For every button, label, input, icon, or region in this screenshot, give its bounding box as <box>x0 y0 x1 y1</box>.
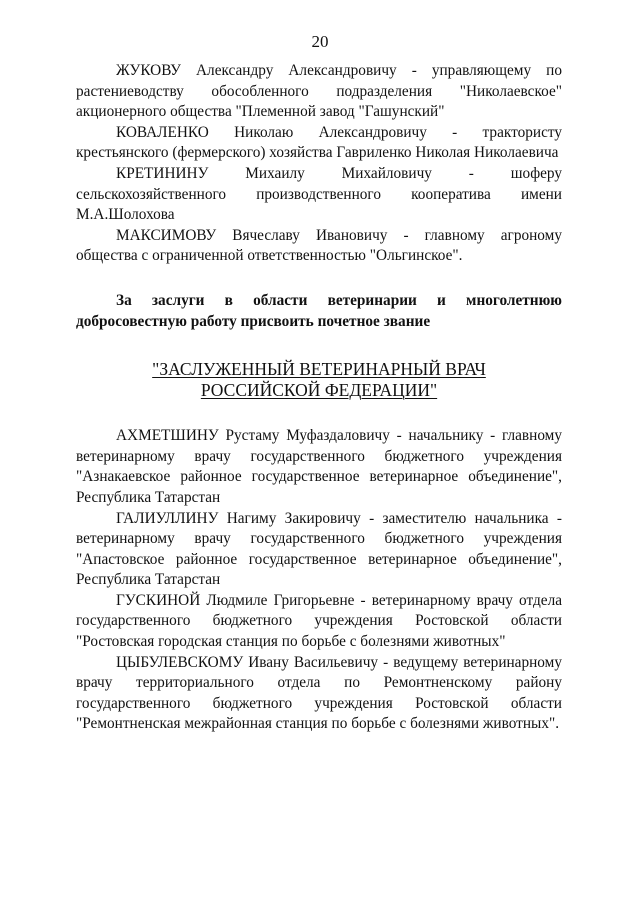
honorary-title-line-2: РОССИЙСКОЙ ФЕДЕРАЦИИ" <box>200 380 438 401</box>
honorary-title <box>76 359 562 401</box>
award-list-veterinary <box>76 426 562 735</box>
award-entry-kovalenko: КОВАЛЕНКО Николаю Александровичу - трактористу крестьянского (фермерского) хозяйства Гавриленко Николая Николаевича <box>76 123 562 162</box>
award-entry-tsybulevsky: ЦЫБУЛЕВСКОМУ Ивану Васильевичу - ведущему ветеринарному врачу территориального отдела по Ремонтненскому району государственного бюджетного учреждения Ростовской области "Ремонтненская межрайонная станция по борьбе с болезнями животных". <box>76 653 562 733</box>
honorary-title-line-1: "ЗАСЛУЖЕННЫЙ ВЕТЕРИНАРНЫЙ ВРАЧ <box>152 359 486 380</box>
document-body <box>76 61 562 735</box>
award-entry-zhukov: ЖУКОВУ Александру Александровичу - управляющему по растениеводству обособленного подразделения "Николаевское" акционерного общества "Племенной завод "Гашунский" <box>76 62 562 121</box>
award-entry-guskina: ГУСКИНОЙ Людмиле Григорьевне - ветеринарному врачу отдела государственного бюджетного учреждения Ростовской области "Ростовская городская станция по борьбе с болезнями животных" <box>76 591 562 651</box>
award-entry-maksimov: МАКСИМОВУ Вячеславу Ивановичу - главному агроному общества с ограниченной ответственностью "Ольгинское". <box>76 226 562 265</box>
award-list-agriculture <box>76 61 562 267</box>
award-entry-galiullin: ГАЛИУЛЛИНУ Нагиму Закировичу - заместителю начальника - ветеринарному врачу государственного бюджетного учреждения "Апастовское районное государственное ветеринарное объединение", Республика Татарстан <box>76 509 562 589</box>
award-entry-kretinin: КРЕТИНИНУ Михаилу Михайловичу - шоферу сельскохозяйственного производственного кооператива имени М.А.Шолохова <box>76 164 562 224</box>
page-number: 20 <box>311 32 329 51</box>
award-entry-akhmetshin: АХМЕТШИНУ Рустаму Муфаздаловичу - начальнику - главному ветеринарному врачу государственного бюджетного учреждения "Азнакаевское районное государственное ветеринарное объединение", Республика Татарстан <box>76 427 562 506</box>
decree-text: За заслуги в области ветеринарии и многолетнюю добросовестную работу присвоить почетное звание <box>76 291 562 330</box>
